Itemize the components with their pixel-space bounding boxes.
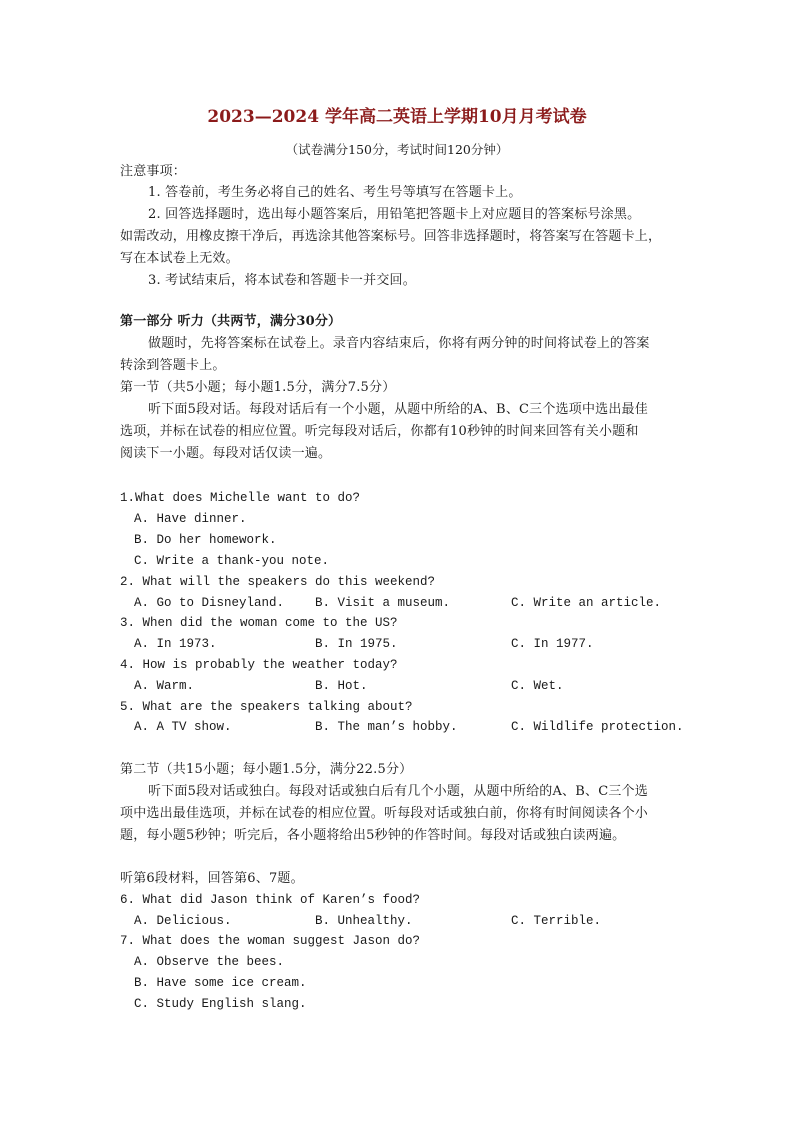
section1-heading: 第一节（共5小题；每小题1.5分，满分7.5分） [120,380,396,395]
question-4-option-a: A. Warm. [134,679,195,693]
question-7-option-b: B. Have some ice cream. [134,976,307,990]
question-6-stem: 6. What did Jason think of Karen’s food? [120,893,421,907]
notice-item-2-line-2: 如需改动，用橡皮擦干净后，再选涂其他答案标号。回答非选择题时，将答案写在答题卡上， [120,229,662,244]
question-5-option-a: A. A TV show. [134,720,232,734]
question-3-option-a: A. In 1973. [134,637,217,651]
question-1-stem: 1.What does Michelle want to do? [120,491,361,505]
part1-heading: 第一部分 听力（共两节，满分30分） [120,314,342,329]
question-6-option-b: B. Unhealthy. [315,914,413,928]
section2-intro-line-3: 题，每小题5秒钟；听完后，各小题将给出5秒钟的作答时间。每段对话或独白读两遍。 [120,828,626,843]
question-2-option-a: A. Go to Disneyland. [134,596,285,610]
notice-item-2-line-1: 2. 回答选择题时，选出每小题答案后，用铅笔把答题卡上对应题目的答案标号涂黑。 [148,207,641,222]
section1-intro-line-1: 听下面5段对话。每段对话后有一个小题，从题中所给的A、B、C三个选项中选出最佳 [148,402,648,417]
question-4-option-b: B. Hot. [315,679,368,693]
notice-item-3: 3. 考试结束后，将本试卷和答题卡一并交回。 [148,273,416,288]
part1-intro-line-1: 做题时，先将答案标在试卷上。录音内容结束后，你将有两分钟的时间将试卷上的答案 [148,336,650,351]
section1-intro-line-2: 选项，并标在试卷的相应位置。听完每段对话后，你都有10秒钟的时间来回答有关小题和 [120,424,639,439]
question-4-option-c: C. Wet. [511,679,564,693]
notice-item-1: 1. 答卷前，考生务必将自己的姓名、考生号等填写在答题卡上。 [148,185,522,200]
question-2-option-c: C. Write an article. [511,596,662,610]
exam-subtitle: （试卷满分150分，考试时间120分钟） [285,142,509,157]
material-6-label: 听第6段材料，回答第6、7题。 [120,871,304,886]
part1-intro-line-2: 转涂到答题卡上。 [120,358,226,373]
question-5-stem: 5. What are the speakers talking about? [120,700,413,714]
notice-item-2-line-3: 写在本试卷上无效。 [120,251,239,266]
section2-intro-line-1: 听下面5段对话或独白。每段对话或独白后有几个小题，从题中所给的A、B、C三个选 [148,784,648,799]
question-6-option-c: C. Terrible. [511,914,602,928]
question-7-option-a: A. Observe the bees. [134,955,285,969]
question-7-option-c: C. Study English slang. [134,997,307,1011]
question-3-stem: 3. When did the woman come to the US? [120,616,398,630]
notice-heading: 注意事项： [120,164,187,179]
question-1-option-b: B. Do her homework. [134,533,277,547]
question-5-option-c: C. Wildlife protection. [511,720,684,734]
section1-intro-line-3: 阅读下一小题。每段对话仅读一遍。 [120,446,332,461]
question-7-stem: 7. What does the woman suggest Jason do? [120,934,421,948]
question-1-option-c: C. Write a thank-you note. [134,554,330,568]
exam-title: 2023—2024 学年高二英语上学期10月月考试卷 [207,107,587,127]
section2-intro-line-2: 项中选出最佳选项，并标在试卷的相应位置。听每段对话或独白前，你将有时间阅读各个小 [120,806,649,821]
question-2-option-b: B. Visit a museum. [315,596,451,610]
section2-heading: 第二节（共15小题；每小题1.5分，满分22.5分） [120,762,413,777]
question-1-option-a: A. Have dinner. [134,512,247,526]
question-3-option-b: B. In 1975. [315,637,398,651]
question-5-option-b: B. The man’s hobby. [315,720,458,734]
question-4-stem: 4. How is probably the weather today? [120,658,398,672]
question-2-stem: 2. What will the speakers do this weekend? [120,575,436,589]
question-6-option-a: A. Delicious. [134,914,232,928]
question-3-option-c: C. In 1977. [511,637,594,651]
